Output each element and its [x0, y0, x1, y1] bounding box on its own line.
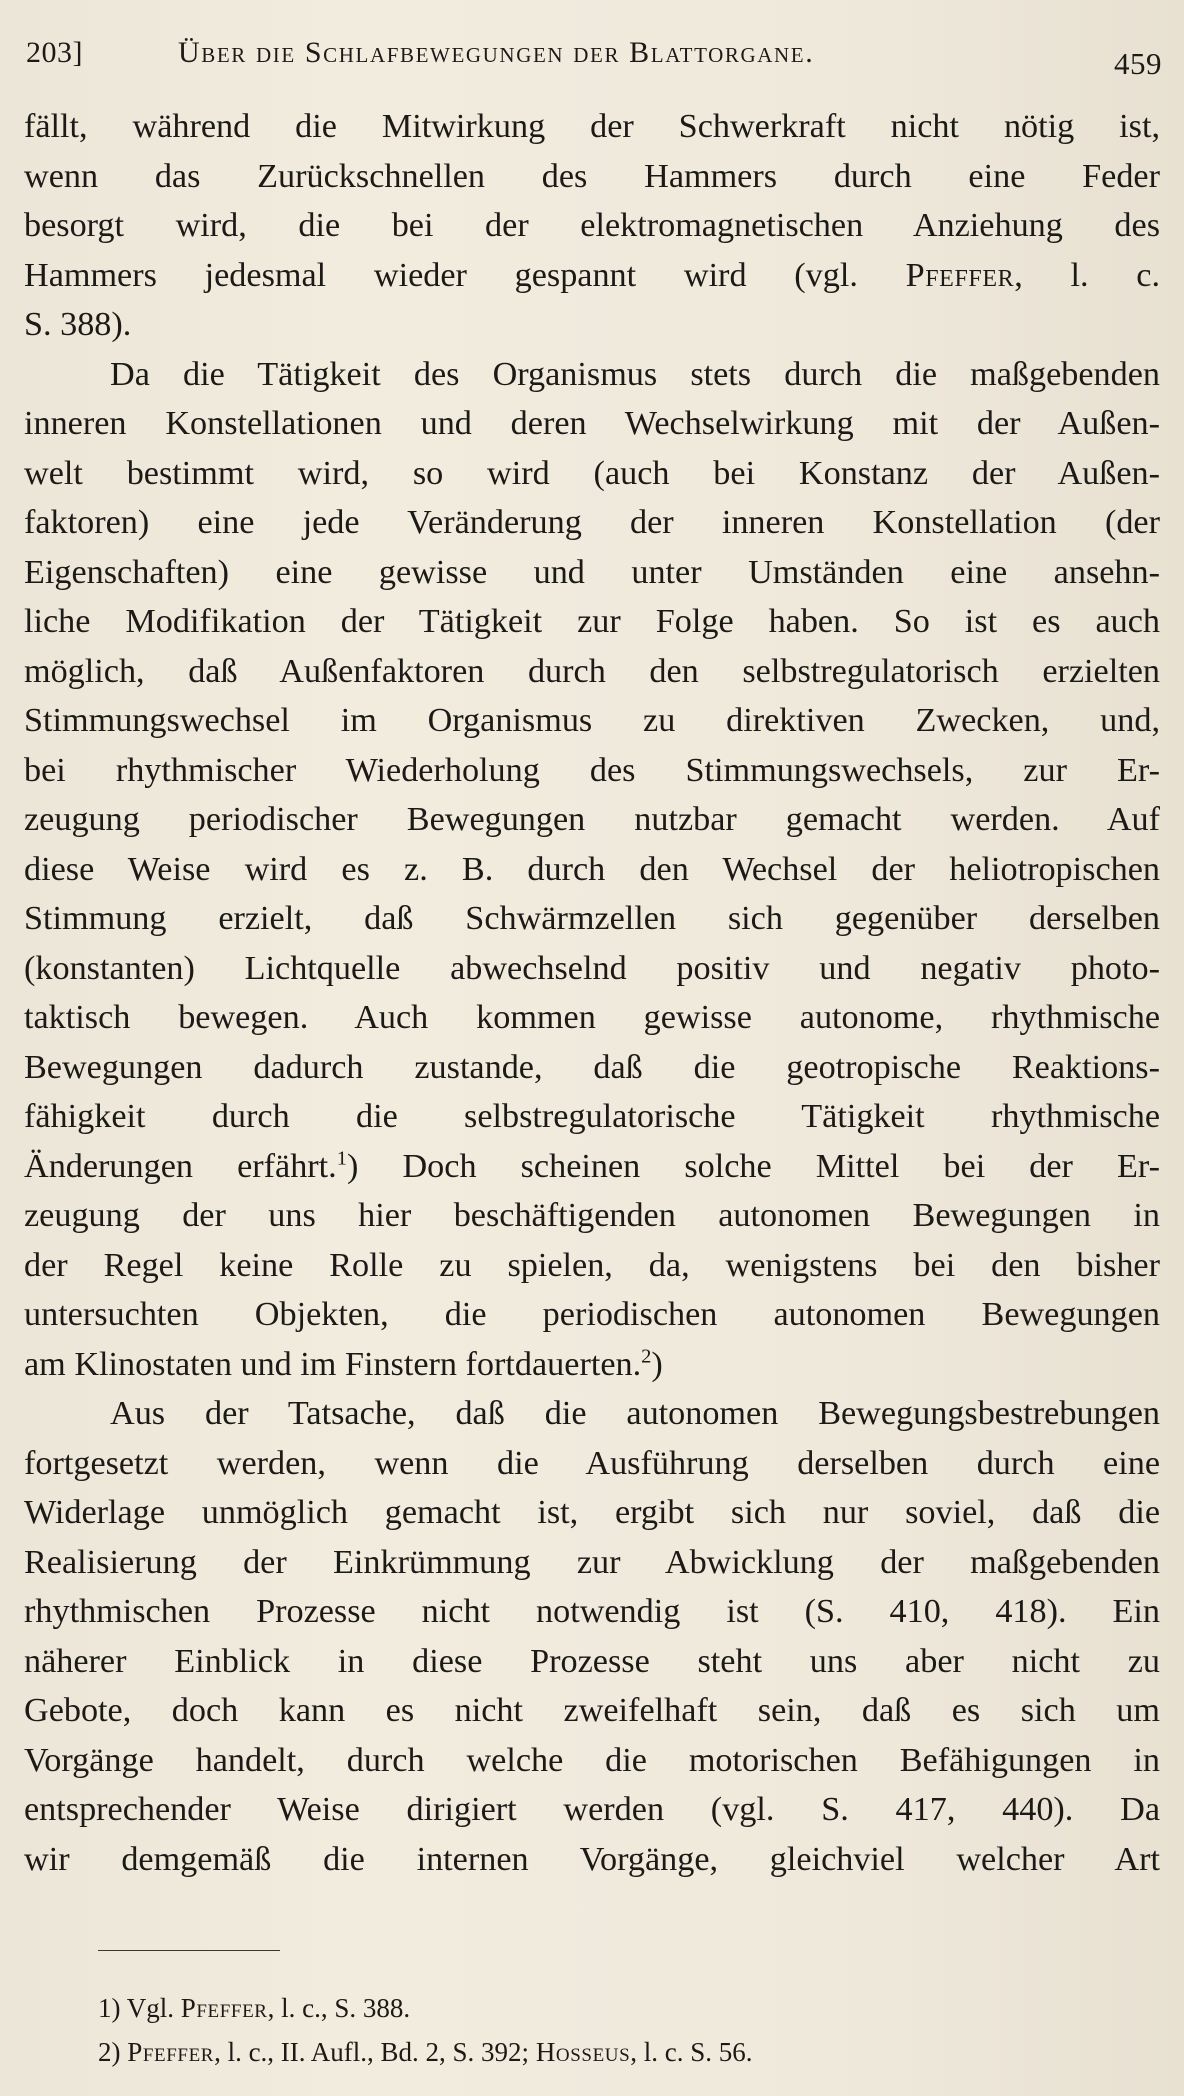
footnote-1	[98, 1986, 1158, 2030]
running-header	[26, 28, 1166, 88]
page-number: 459	[1114, 46, 1162, 81]
text-fragment: Vgl.	[126, 1993, 175, 2023]
text-line: Vorgänge handelt, durch welche die motorischen Befähigungen in	[24, 1741, 1160, 1779]
text-fragment: Doch scheinen solche Mittel bei der Er-	[402, 1147, 1160, 1185]
text-line: näherer Einblick in diese Prozesse steht uns aber nicht zu	[24, 1642, 1160, 1680]
text-line: welt bestimmt wird, so wird (auch bei Konstanz der Außen-	[24, 454, 1160, 492]
text-line: S. 388).	[24, 306, 132, 343]
footnote-label: 1)	[98, 1993, 121, 2023]
text-line: besorgt wird, die bei der elektromagnetischen Anziehung des	[24, 207, 1160, 244]
author-name: Pfeffer	[905, 256, 1015, 294]
text-line: zeugung periodischer Bewegungen nutzbar gemacht werden. Auf	[24, 801, 1160, 838]
text-line	[24, 1340, 1160, 1390]
text-line: taktisch bewegen. Auch kommen gewisse autonome, rhythmische	[24, 999, 1160, 1036]
text-line: der Regel keine Rolle zu spielen, da, wenigstens bei den bisher	[24, 1246, 1160, 1284]
text-line: möglich, daß Außenfaktoren durch den selbstregulatorisch erzielten	[24, 652, 1160, 690]
body-text	[24, 102, 1160, 1884]
text-line: Realisierung der Einkrümmung zur Abwicklung der maßgebenden	[24, 1543, 1160, 1581]
text-line: rhythmischen Prozesse nicht notwendig ist (S. 410, 418). Ein	[24, 1593, 1160, 1630]
text-line: bei rhythmischer Wiederholung des Stimmungswechsels, zur Er-	[24, 751, 1160, 789]
text-line: untersuchten Objekten, die periodischen autonomen Bewegungen	[24, 1296, 1160, 1333]
text-line: diese Weise wird es z. B. durch den Wechsel der heliotropischen	[24, 850, 1160, 888]
text-line: wir demgemäß die internen Vorgänge, gleichviel welcher Art	[24, 1840, 1160, 1878]
text-fragment: Änderungen erfährt.	[24, 1147, 337, 1185]
text-line: Widerlage unmöglich gemacht ist, ergibt sich nur soviel, daß die	[24, 1494, 1160, 1531]
text-line: Aus der Tatsache, daß die autonomen Bewegungsbestrebungen	[110, 1395, 1160, 1432]
text-line: Stimmungswechsel im Organismus zu direktiven Zwecken, und,	[24, 702, 1160, 739]
text-line: faktoren) eine jede Veränderung der inneren Konstellation (der	[24, 504, 1160, 541]
text-line	[24, 1142, 1160, 1192]
text-fragment: , l. c.	[1014, 256, 1160, 294]
text-line: wenn das Zurückschnellen des Hammers durch eine Feder	[24, 157, 1160, 195]
text-line: Gebote, doch kann es nicht zweifelhaft sein, daß es sich um	[24, 1692, 1160, 1729]
footnote-paren: )	[347, 1147, 359, 1185]
running-title: Über die Schlafbewegungen der Blattorgane.	[178, 36, 815, 69]
text-line: Da die Tätigkeit des Organismus stets durch die maßgebenden	[110, 355, 1160, 393]
text-line: inneren Konstellationen und deren Wechselwirkung mit der Außen-	[24, 405, 1160, 442]
footnote-paren: )	[651, 1345, 663, 1383]
text-fragment: , l. c. S. 56.	[630, 2037, 753, 2067]
section-reference: 203]	[26, 36, 83, 69]
text-line: fortgesetzt werden, wenn die Ausführung derselben durch eine	[24, 1444, 1160, 1482]
text-fragment: , l. c., II. Aufl., Bd. 2, S. 392;	[214, 2037, 530, 2067]
text-line: liche Modifikation der Tätigkeit zur Folge haben. So ist es auch	[24, 603, 1160, 640]
text-line: zeugung der uns hier beschäftigenden autonomen Bewegungen in	[24, 1197, 1160, 1234]
footnote-2	[98, 2030, 1158, 2074]
footnote-marker-2[interactable]: 2	[641, 1345, 652, 1368]
text-line: Stimmung erzielt, daß Schwärmzellen sich gegenüber derselben	[24, 900, 1160, 937]
footnote-separator	[98, 1950, 280, 1951]
author-name: Pfeffer	[127, 2037, 215, 2067]
text-line: entsprechender Weise dirigiert werden (vgl. S. 417, 440). Da	[24, 1791, 1160, 1828]
text-line: Eigenschaften) eine gewisse und unter Umständen eine ansehn-	[24, 553, 1160, 591]
author-name: Pfeffer	[180, 1993, 268, 2023]
text-fragment: , l. c., S. 388.	[267, 1993, 411, 2023]
footnote-label: 2)	[98, 2037, 121, 2067]
footnotes	[98, 1986, 1158, 2074]
text-fragment: Hammers jedesmal wieder gespannt wird (vgl.	[24, 256, 858, 294]
footnote-marker-1[interactable]: 1	[336, 1147, 347, 1170]
text-line: (konstanten) Lichtquelle abwechselnd positiv und negativ photo-	[24, 949, 1160, 987]
text-line: fällt, während die Mitwirkung der Schwerkraft nicht nötig ist,	[24, 108, 1160, 145]
text-line	[24, 251, 1160, 301]
author-name: Hosseus	[535, 2037, 631, 2067]
text-line: fähigkeit durch die selbstregulatorische Tätigkeit rhythmische	[24, 1098, 1160, 1135]
text-fragment: am Klinostaten und im Finstern fortdauerten.	[24, 1345, 642, 1383]
text-line: Bewegungen dadurch zustande, daß die geotropische Reaktions-	[24, 1048, 1160, 1086]
